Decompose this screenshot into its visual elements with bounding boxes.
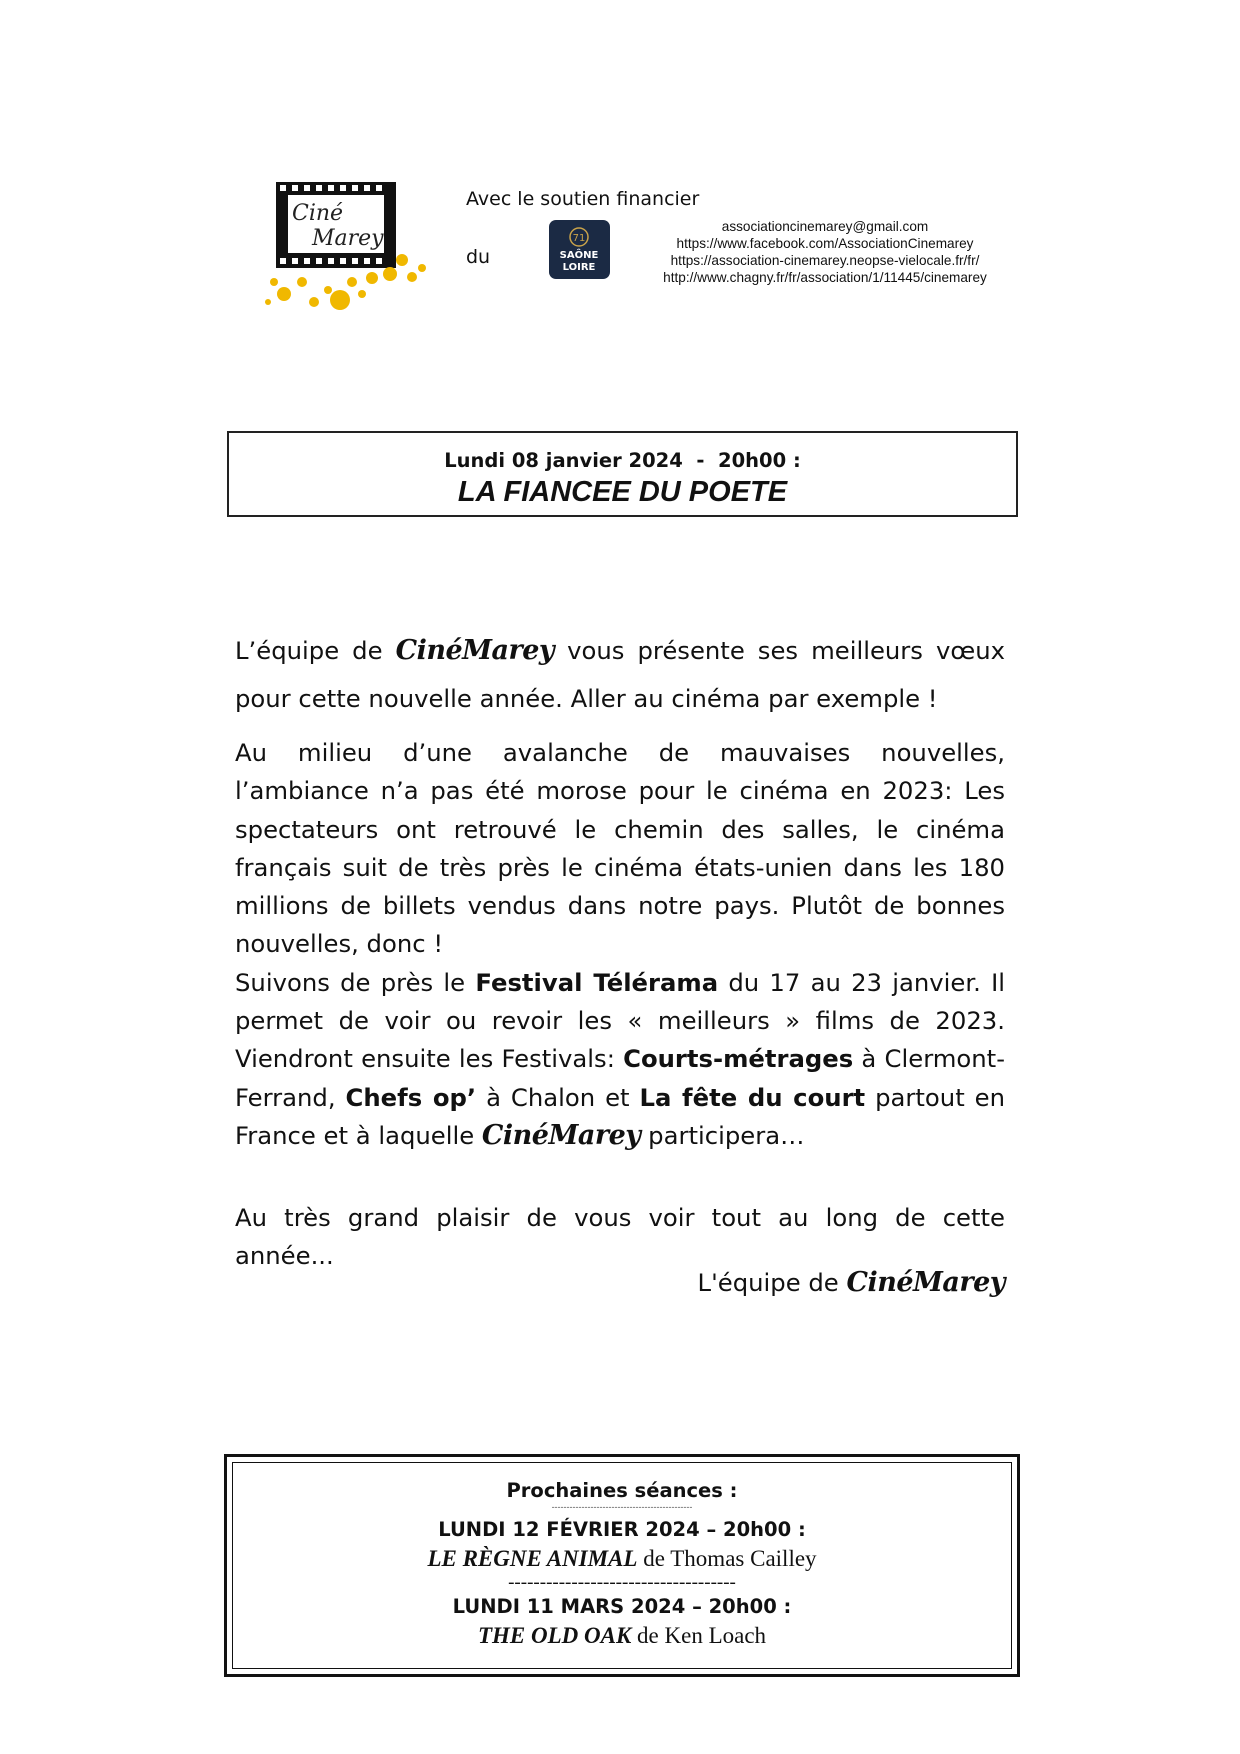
contact-facebook[interactable]: https://www.facebook.com/AssociationCinemarey <box>676 236 974 251</box>
partner-logo-line1: SAÔNE <box>559 250 599 261</box>
support-du: du <box>466 246 491 268</box>
next-sessions-box <box>224 1454 1020 1677</box>
next-sessions-title: Prochaines séances : <box>506 1479 738 1502</box>
closing-paragraph: Au très grand plaisir de vous voir tout au long de cette année... <box>235 1203 1005 1271</box>
brand-name: CinéMarey <box>481 1119 641 1151</box>
saone-et-loire-logo <box>549 220 610 279</box>
contact-website[interactable]: https://association-cinemarey.neopse-vielocale.fr/fr/ <box>670 253 980 268</box>
session-date: LUNDI 12 FÉVRIER 2024 – 20h00 : <box>438 1518 806 1541</box>
event-film-title: LA FIANCEE DU POETE <box>457 476 788 508</box>
small-separator: ----------------------------------------------- <box>551 1502 693 1512</box>
festival-fete-du-court: La fête du court <box>639 1082 866 1112</box>
greeting-paragraph: L’équipe de CinéMarey vous présente ses meilleurs vœux pour cette nouvelle année. Aller au cinéma par exemple ! <box>235 635 1005 713</box>
svg-text:Marey: Marey <box>312 226 384 251</box>
cinemarey-logo <box>262 182 432 312</box>
contact-list <box>640 218 1010 286</box>
festival-courts-metrages: Courts-métrages <box>623 1044 854 1074</box>
support-label: Avec le soutien financier <box>466 188 700 210</box>
session-film: LE RÈGNE ANIMAL de Thomas Cailley <box>427 1546 817 1571</box>
brand-name: CinéMarey <box>846 1267 1005 1298</box>
partner-logo-line2: LOIRE <box>562 262 596 273</box>
separator: ------------------------------------ <box>508 1572 736 1593</box>
contact-email[interactable]: associationcinemarey@gmail.com <box>721 219 929 234</box>
contact-chagny[interactable]: http://www.chagny.fr/fr/association/1/11445/cinemarey <box>663 270 987 285</box>
festival-chefs-op: Chefs op’ <box>345 1082 477 1112</box>
session-date: LUNDI 11 MARS 2024 – 20h00 : <box>452 1595 792 1618</box>
brand-name: CinéMarey <box>395 635 555 666</box>
festival-telerama: Festival Télérama <box>475 967 719 997</box>
event-date: Lundi 08 janvier 2024 - 20h00 : <box>444 449 801 472</box>
news-paragraph: Au milieu d’une avalanche de mauvaises nouvelles, l’ambiance n’a pas été morose pour le cinéma en 2023: Les spectateurs ont retrouvé le chemin des salles, le cinéma français suit de très près le cinéma états-unien dans les 180 millions de billets vendus dans notre pays. Plutôt de bonnes nouvelles, donc ! Suivons de près le Festival Télérama du 17 au 23 janvier. Il permet de voir ou revoir les « meilleurs » films de 2023. Viendront ensuite les Festivals: Courts-métrages à Clermont-Ferrand, Chefs op’ à Chalon et La fête du court partout en France et à laquelle CinéMarey participera… <box>235 738 1005 1151</box>
signature: L'équipe de CinéMarey <box>697 1267 1005 1298</box>
partner-logo-number: 71 <box>572 233 586 244</box>
session-film: THE OLD OAK de Ken Loach <box>477 1623 767 1648</box>
event-title-box <box>227 431 1018 517</box>
svg-text:Ciné: Ciné <box>292 201 344 226</box>
